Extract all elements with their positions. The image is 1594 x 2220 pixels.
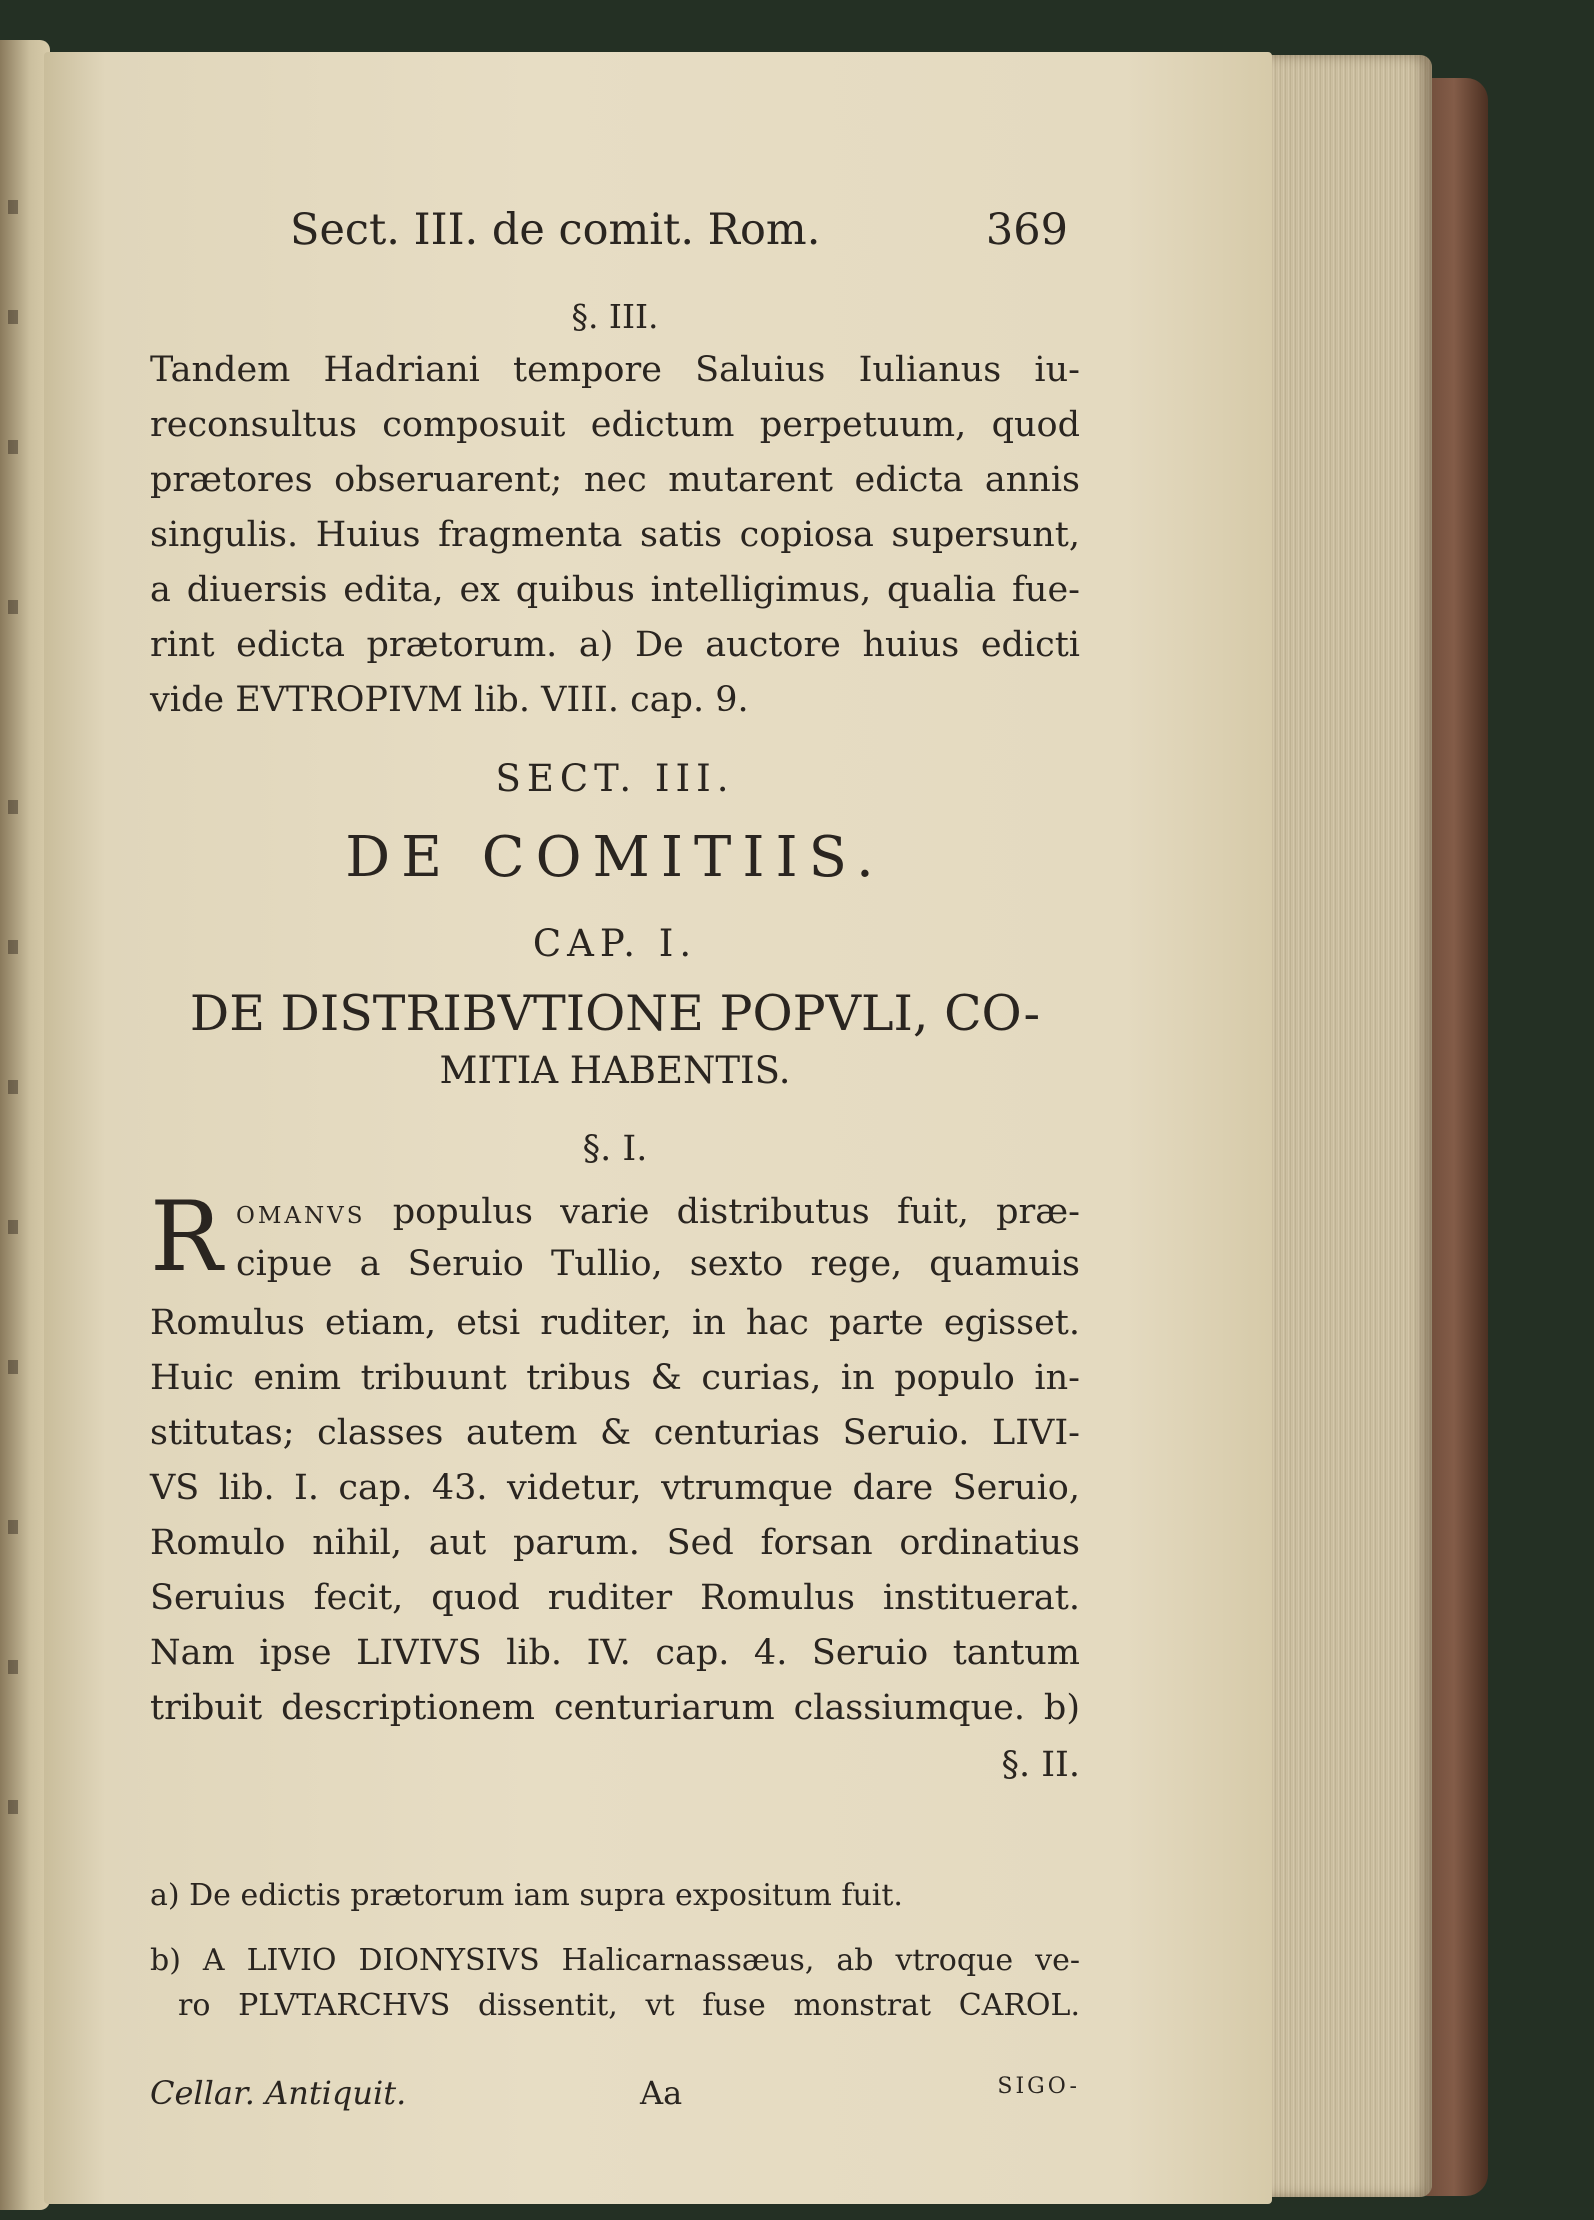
- text-line: singulis. Huius fragmenta satis copiosa supersunt,: [150, 515, 1080, 555]
- text-line: cipue a Seruio Tullio, sexto rege, quamuis: [236, 1244, 1080, 1284]
- text-line: Huic enim tribuunt tribus & curias, in populo in-: [150, 1358, 1080, 1398]
- text-line-rest: populus varie distributus fuit, præ-: [392, 1192, 1080, 1232]
- text-line: Romulo nihil, aut parum. Sed forsan ordinatius: [150, 1523, 1080, 1563]
- chapter-title: DE DISTRIBVTIONE POPVLI, CO-: [189, 985, 1041, 1042]
- text-line: stitutas; classes autem & centurias Seruio. LIVI-: [150, 1413, 1080, 1453]
- text-line: Seruius fecit, quod ruditer Romulus instituerat.: [150, 1578, 1080, 1618]
- book-page: [44, 52, 1272, 2204]
- catchword-next-page: SIGO-: [997, 2074, 1080, 2099]
- text-line: a diuersis edita, ex quibus intelligimus, qualia fue-: [150, 570, 1080, 610]
- chapter-number: CAP. I.: [532, 922, 698, 965]
- text-line: Romulus etiam, etsi ruditer, in hac parte egisset.: [150, 1303, 1080, 1343]
- catchline-left: Cellar. Antiquit.: [150, 2074, 407, 2112]
- left-page-edge: [0, 40, 50, 2210]
- page-stack-edge: [1262, 55, 1432, 2197]
- text-line: Tandem Hadriani tempore Saluius Iulianus iu-: [150, 350, 1080, 390]
- text-line: reconsultus composuit edictum perpetuum, quod: [150, 405, 1080, 445]
- main-title: DE COMITIIS.: [345, 825, 885, 890]
- catchword: §. II.: [1001, 1745, 1080, 1785]
- sect-heading: SECT. III.: [495, 757, 735, 800]
- opening-paragraph: [150, 1181, 1080, 1293]
- footnote-a: a) De edictis prætorum iam supra expositum fuit.: [150, 1878, 903, 1913]
- page-number: 369: [985, 205, 1068, 255]
- chapter-title-continued: MITIA HABENTIS.: [439, 1049, 791, 1092]
- signature-mark: Aa: [640, 2074, 683, 2112]
- drop-cap: R: [150, 1181, 223, 1293]
- running-title: Sect. III. de comit. Rom.: [290, 205, 821, 255]
- footnote-b: b) A LIVIO DIONYSIVS Halicarnassæus, ab vtroque ve-: [150, 1943, 1080, 1978]
- section-number: §. I.: [582, 1129, 648, 1169]
- text-line: prætores obseruarent; nec mutarent edicta annis: [150, 460, 1080, 500]
- text-line: rint edicta prætorum. a) De auctore huius edicti: [150, 625, 1080, 665]
- text-line: Nam ipse LIVIVS lib. IV. cap. 4. Seruio tantum: [150, 1633, 1080, 1673]
- footnote-b-continued: ro PLVTARCHVS dissentit, vt fuse monstrat CAROL.: [178, 1988, 1080, 2023]
- text-line: VS lib. I. cap. 43. videtur, vtrumque dare Seruio,: [150, 1468, 1080, 1508]
- text-line: tribuit descriptionem centuriarum classiumque. b): [150, 1688, 1080, 1728]
- first-word: OMANVS: [236, 1203, 366, 1229]
- section-number-prev: §. III.: [571, 297, 659, 336]
- text-line: vide EVTROPIVM lib. VIII. cap. 9.: [150, 680, 749, 720]
